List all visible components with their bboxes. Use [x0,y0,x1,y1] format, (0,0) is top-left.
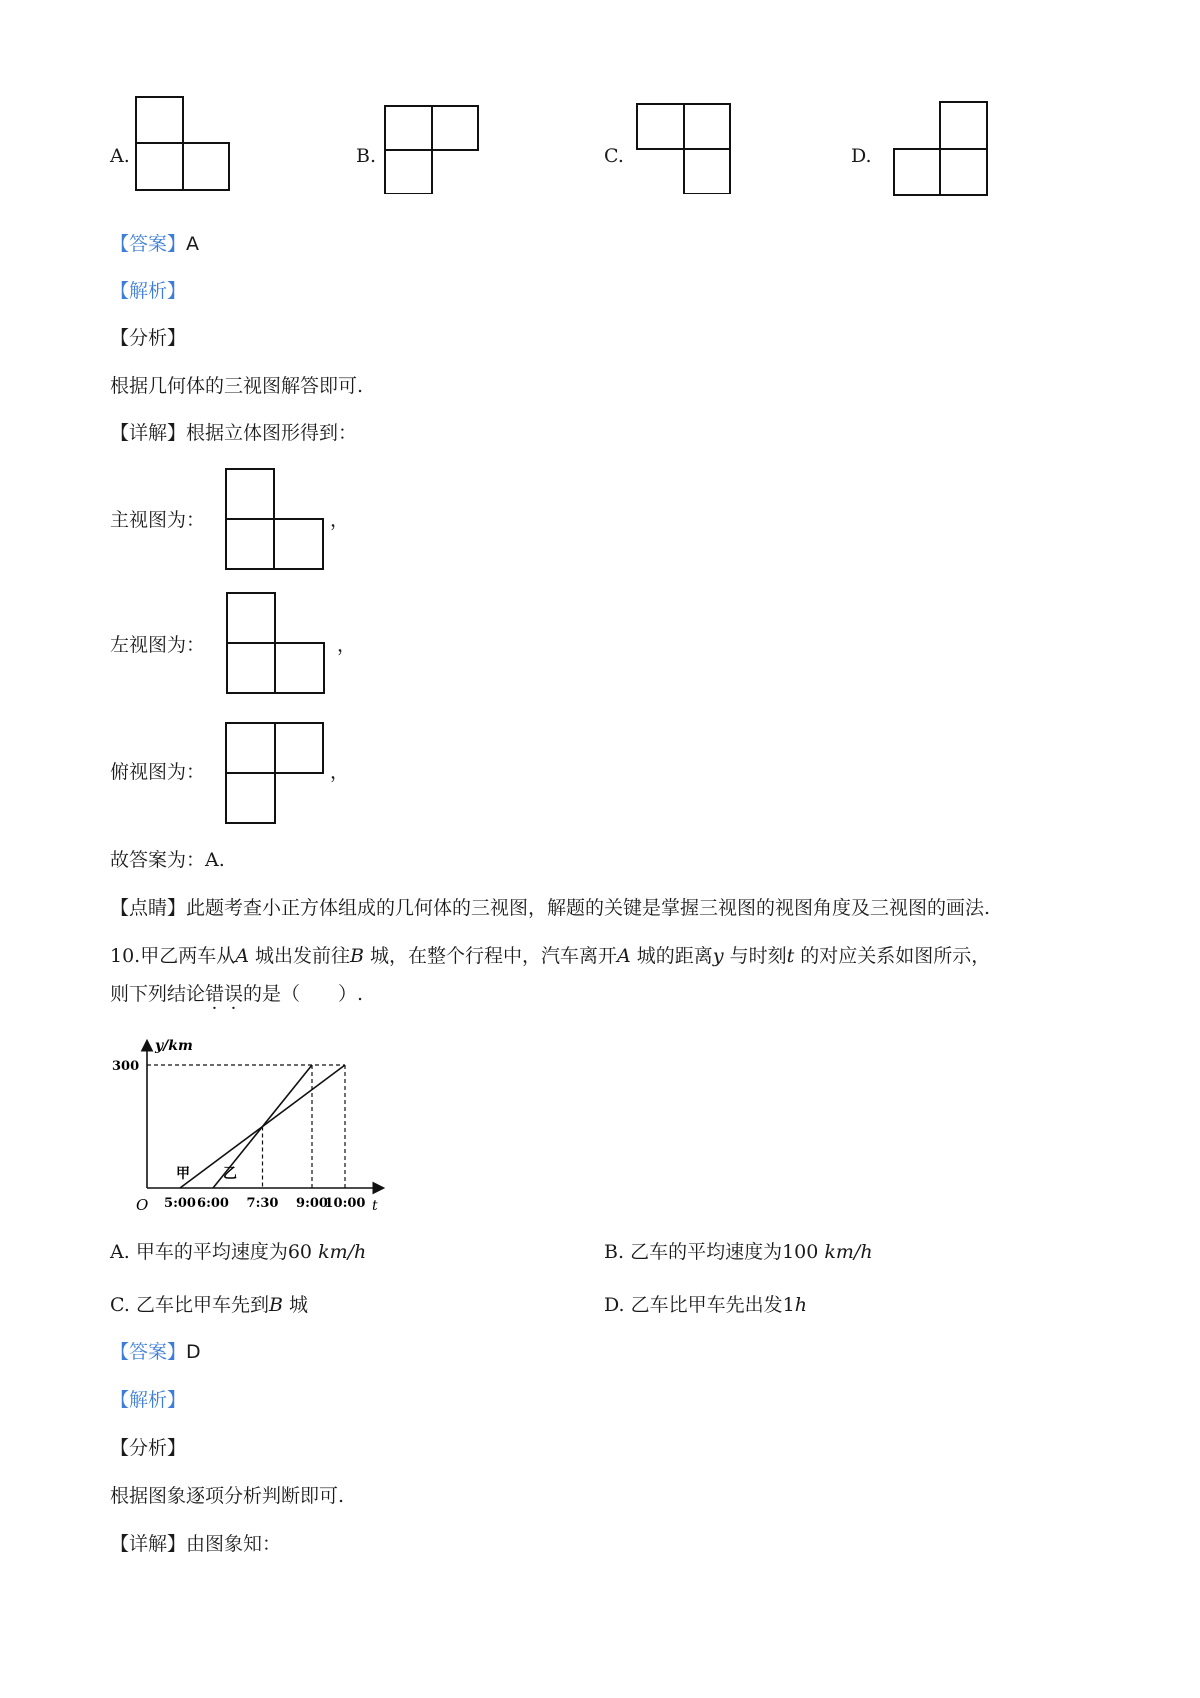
q9-option-b-letter: B. [356,145,377,167]
q10-answer-line [110,1340,201,1364]
analysis-label: 【解析】 [110,1389,187,1411]
option-value: 1 [782,1294,795,1316]
fenxi-label: 【分析】 [110,1437,187,1459]
option-text: 乙车比甲车先到 [135,1294,269,1316]
stem-text: 城，在整个行程中，汽车离开 [363,945,618,967]
comment-text: 此题考查小正方体组成的几何体的三视图，解题的关键是掌握三视图的视图角度及三视图的画法. [186,897,991,919]
x-tick-label: 7:30 [246,1196,279,1211]
option-text: 甲车的平均速度为 [135,1241,288,1263]
fenxi-text: 根据图象逐项分析判断即可. [110,1485,345,1507]
x-tick-label: 9:00 [296,1196,328,1211]
q9-answer-line [110,232,199,256]
stem-text: 甲乙两车从 [140,945,236,967]
option-text: 乙车的平均速度为 [630,1241,783,1263]
q9-option-d-figure [893,100,989,196]
option-tail: 城 [282,1294,308,1316]
q10-option-d [604,1293,807,1317]
conclusion: 故答案为：A. [110,849,225,871]
detail-line [110,1532,281,1556]
var-t: t [786,945,795,967]
q9-option-a-figure [135,96,231,192]
y-tick-label: 300 [112,1059,140,1074]
comment-line [110,896,990,920]
front-view-figure [225,468,325,572]
stem-text: 城出发前往 [248,945,351,967]
stem-text: 则下列结论 [110,983,206,1005]
option-value: 60 [287,1241,313,1263]
front-view-label: 主视图为： [110,509,206,531]
stem-text: 与时刻 [723,945,787,967]
left-view-label: 左视图为： [110,634,206,656]
comment-label: 【点睛】 [110,897,187,919]
q10-stem-line2 [110,982,363,1006]
left-view-figure [226,592,326,696]
q9-option-c-letter: C. [604,145,624,167]
fenxi-label: 【分析】 [110,327,187,349]
series-label: 乙 [223,1166,237,1182]
x-tick-label: 10:00 [324,1196,366,1211]
answer-value: D [186,1341,201,1363]
stem-text: 的对应关系如图所示， [794,945,991,967]
emphasis-char: 误 [224,983,244,1005]
x-tick-label: 5:00 [164,1196,196,1211]
q10-option-c [110,1293,308,1317]
var-a: A [617,945,631,967]
option-unit: h [794,1294,808,1316]
stem-text: 城的距离 [630,945,713,967]
option-unit: km/h [824,1241,873,1263]
top-view-punct: ， [330,761,350,783]
option-text: 乙车比甲车先出发 [630,1294,783,1316]
analysis-label: 【解析】 [110,280,187,302]
option-var: B [268,1294,283,1316]
q10-number: 10. [110,945,141,967]
top-view-label: 俯视图为： [110,761,206,783]
q10-option-b [604,1240,873,1264]
q9-option-a-letter: A. [110,145,130,167]
option-letter: D. [604,1294,625,1316]
option-letter: C. [110,1294,130,1316]
var-a: A [235,945,249,967]
option-value: 100 [782,1241,819,1263]
detail-line [110,421,357,445]
q9-option-b-figure [384,98,480,194]
stem-text: 的是（ ）. [243,983,364,1005]
detail-label: 【详解】 [110,1533,187,1555]
series-label: 甲 [176,1166,190,1182]
answer-label: 【答案】 [110,1341,187,1363]
distance-time-chart [110,1030,400,1215]
detail-text: 根据立体图形得到： [186,422,358,444]
q10-stem-line1 [110,944,990,968]
q10-option-a [110,1240,366,1264]
option-unit: km/h [318,1241,367,1263]
detail-label: 【详解】 [110,422,187,444]
detail-text: 由图象知： [186,1533,282,1555]
option-letter: B. [604,1241,625,1263]
q9-option-d-letter: D. [851,145,872,167]
left-view-punct: ， [337,634,357,656]
var-y: y [712,945,724,967]
origin-label: O [136,1196,149,1214]
x-axis-label: t [372,1198,378,1214]
emphasis-char: 错 [205,983,225,1005]
answer-label: 【答案】 [110,233,187,255]
option-letter: A. [110,1241,130,1263]
x-tick-label: 6:00 [197,1196,229,1211]
fenxi-text: 根据几何体的三视图解答即可. [110,375,364,397]
answer-value: A [186,233,200,255]
var-b: B [350,945,364,967]
y-axis-label: y/km [155,1038,193,1054]
q9-option-c-figure [636,98,732,194]
top-view-figure [225,722,325,826]
front-view-punct: ， [330,509,350,531]
